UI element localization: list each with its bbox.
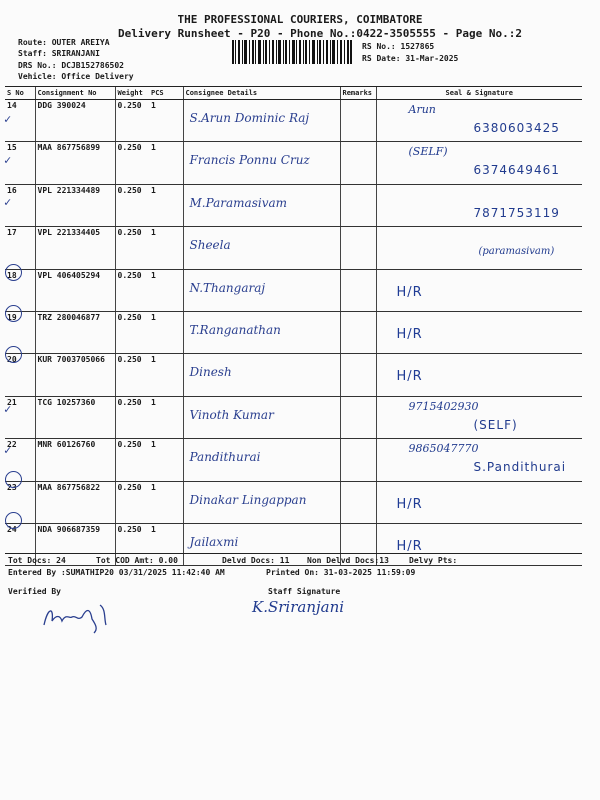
row-pcs: 1 [149,396,183,438]
seal-phone-number: 6380603425 [473,121,560,135]
row-seal-signature [376,354,582,396]
table-header-row [5,87,582,100]
vehicle-label: Vehicle: Office Delivery [18,72,134,81]
tick-mark-icon: ✓ [4,112,12,126]
row-weight: 0.250 [115,100,149,142]
seal-signature: H/R [396,284,423,300]
consignee-handwriting: M.Paramasivam [189,195,288,210]
col-sno-header: S No [5,87,35,100]
seal-phone-number: 7871753119 [473,205,560,220]
row-consignment-no: MAA 867756899 [35,142,115,184]
row-pcs: 1 [149,439,183,481]
tick-mark-icon: ✓ [4,443,12,458]
row-remarks [340,142,376,184]
row-weight: 0.250 [115,439,149,481]
row-consignment-no: VPL 406405294 [35,269,115,311]
seal-phone-number: S.Pandithurai [473,460,567,475]
row-sno: 16 [5,184,35,226]
table-row [5,269,582,311]
row-sno: 19 [5,311,35,353]
table-row [5,184,582,226]
barcode-image [232,40,352,64]
row-remarks [340,269,376,311]
printed-on: Printed On: 31-03-2025 11:59:09 [266,568,416,577]
seal-signature: H/R [396,326,423,342]
delivered-docs: Delvd Docs: 11 [222,556,290,565]
row-weight: 0.250 [115,523,149,565]
sno-circle-mark [5,471,22,488]
rs-date: RS Date: 31-Mar-2025 [362,54,459,63]
total-cod: Tot COD Amt: 0.00 [96,556,178,565]
row-seal-signature [376,396,582,438]
row-consignee [183,100,340,142]
row-pcs: 1 [149,311,183,353]
route-label: Route: OUTER AREIYA [18,38,110,47]
footer-divider [5,553,582,554]
row-sno: 17 [5,227,35,269]
col-seal-header: Seal & Signature [376,87,582,100]
delivery-points: Delvy Pts: [409,556,458,565]
row-remarks [340,439,376,481]
row-pcs: 1 [149,269,183,311]
row-consignment-no: DDG 390024 [35,100,115,142]
row-weight: 0.250 [115,227,149,269]
row-seal-signature [376,100,582,142]
non-delivered-docs: Non Delvd Docs:13 [307,556,389,565]
consignee-handwriting: S.Arun Dominic Raj [189,111,310,125]
col-consignee-header: Consignee Details [183,87,340,100]
seal-note: (paramasivam) [478,246,555,258]
row-consignment-no: NDA 906687359 [35,523,115,565]
row-weight: 0.250 [115,142,149,184]
row-sno: 20 [5,354,35,396]
staff-signature-label: Staff Signature [268,587,341,596]
row-weight: 0.250 [115,184,149,226]
consignee-handwriting: N.Thangaraj [189,280,266,295]
sno-circle-mark [5,264,22,281]
seal-signature: H/R [396,538,423,554]
row-consignee [183,311,340,353]
tick-mark-icon: ✓ [4,194,12,209]
seal-signature: H/R [396,369,423,385]
consignee-handwriting: Dinakar Lingappan [189,492,307,507]
row-consignee [183,227,340,269]
consignee-handwriting: Pandithurai [189,450,261,465]
table-row [5,311,582,353]
row-seal-signature [376,311,582,353]
verified-by-label: Verified By [8,587,61,596]
staff-label: Staff: SRIRANJANI [18,49,100,58]
row-remarks [340,100,376,142]
row-pcs: 1 [149,354,183,396]
row-pcs: 1 [149,184,183,226]
row-seal-signature [376,481,582,523]
row-consignment-no: MAA 867756822 [35,481,115,523]
row-remarks [340,354,376,396]
row-weight: 0.250 [115,354,149,396]
sno-circle-mark [5,305,22,322]
entered-by: Entered By :SUMATHIP20 03/31/2025 11:42:40 AM [8,568,225,577]
consignee-handwriting: Sheela [189,238,231,253]
row-seal-signature [376,184,582,226]
consignee-handwriting: Francis Ponnu Cruz [189,153,310,168]
table-row [5,142,582,184]
row-seal-signature [376,439,582,481]
row-consignee [183,354,340,396]
row-weight: 0.250 [115,311,149,353]
consignee-handwriting: Vinoth Kumar [189,407,274,422]
row-remarks [340,184,376,226]
consignee-handwriting: Jailaxmi [189,534,239,549]
row-consignment-no: KUR 7003705066 [35,354,115,396]
row-consignee [183,481,340,523]
table-row [5,481,582,523]
table-row [5,523,582,565]
row-sno: 24 [5,523,35,565]
row-weight: 0.250 [115,481,149,523]
verifier-signature-image [40,595,140,635]
row-pcs: 1 [149,100,183,142]
runsheet-table [5,86,582,566]
table-row [5,354,582,396]
table-row [5,396,582,438]
table-row [5,227,582,269]
row-remarks [340,227,376,269]
row-consignee [183,269,340,311]
table-row [5,439,582,481]
row-consignment-no: MNR 60126760 [35,439,115,481]
row-pcs: 1 [149,142,183,184]
row-consignment-no: VPL 221334405 [35,227,115,269]
staff-signature-text: K.Sriranjani [252,598,345,616]
row-pcs: 1 [149,227,183,269]
row-seal-signature [376,142,582,184]
sno-circle-mark [5,512,22,529]
tick-mark-icon: ✓ [4,153,12,168]
row-sno: 15 [5,142,35,184]
col-consignment-header: Consignment No [35,87,115,100]
seal-phone-number: (SELF) [473,417,518,432]
row-sno: 14 [5,100,35,142]
row-sno: 18 [5,269,35,311]
row-remarks [340,396,376,438]
runsheet-title: Delivery Runsheet - P20 - Phone No.:0422-3505555 - Page No.:2 [118,27,522,40]
row-weight: 0.250 [115,269,149,311]
row-remarks [340,311,376,353]
col-pcs-header: PCS [149,87,183,100]
row-pcs: 1 [149,523,183,565]
table-row [5,100,582,142]
consignee-handwriting: Dinesh [189,365,232,380]
row-pcs: 1 [149,481,183,523]
row-consignee [183,142,340,184]
row-consignee [183,396,340,438]
row-weight: 0.250 [115,396,149,438]
rs-number: RS No.: 1527865 [362,42,435,51]
row-consignee [183,184,340,226]
consignee-handwriting: T.Ranganathan [189,322,281,337]
seal-signature: 9715402930 [408,399,479,413]
row-consignment-no: TRZ 280046877 [35,311,115,353]
seal-signature: H/R [396,496,423,512]
company-title: THE PROFESSIONAL COURIERS, COIMBATORE [177,13,423,26]
col-weight-header: Weight [115,87,149,100]
seal-signature: (SELF) [408,145,448,159]
row-seal-signature [376,227,582,269]
row-seal-signature [376,269,582,311]
seal-phone-number: 6374649461 [473,163,560,178]
tick-mark-icon: ✓ [4,401,12,416]
row-consignment-no: VPL 221334489 [35,184,115,226]
drs-label: DRS No.: DCJB152786502 [18,61,124,70]
row-remarks [340,481,376,523]
col-remarks-header: Remarks [340,87,376,100]
total-docs: Tot Docs: 24 [8,556,66,565]
row-sno: 23 [5,481,35,523]
seal-signature: 9865047770 [408,442,479,456]
seal-signature: Arun [408,103,436,116]
row-sno: 22 [5,439,35,481]
row-consignment-no: TCG 10257360 [35,396,115,438]
row-seal-signature [376,523,582,565]
row-sno: 21 [5,396,35,438]
row-consignee [183,439,340,481]
